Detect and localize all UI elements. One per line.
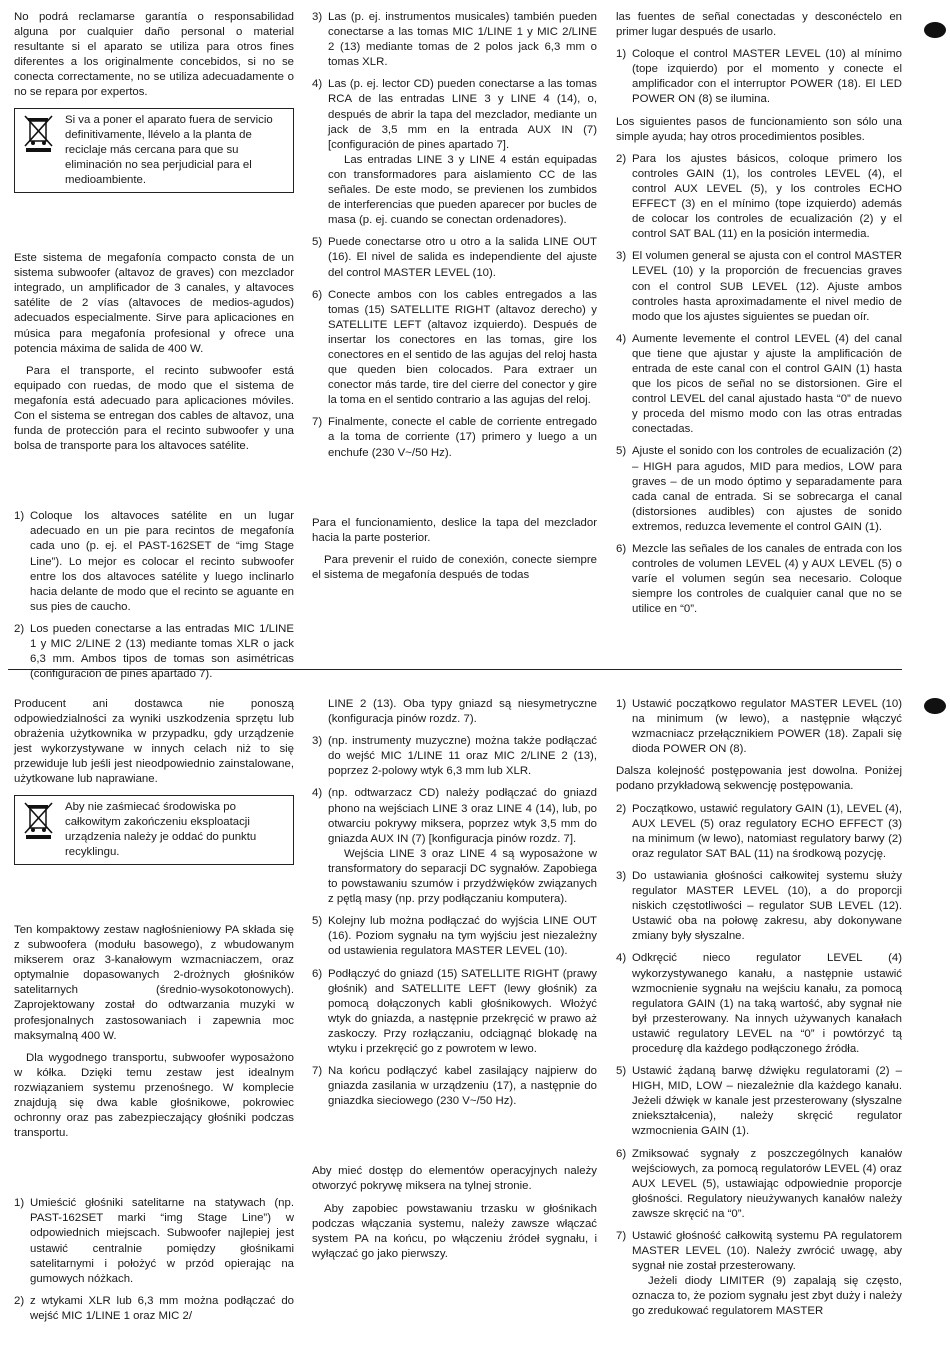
es-operation-text-2: Para prevenir el ruido de conexión, conecte siempre el sistema de megafonía después de todas <box>312 553 597 581</box>
list-item: 2) z wtykami XLR lub 6,3 mm można podłączać do wejść MIC 1/LINE 1 oraz MIC 2/ <box>14 1294 294 1322</box>
pl-recycle-notice <box>14 795 294 865</box>
pl-recycle-text: Aby nie zaśmiecać środowiska po całkowitym zakończeniu eksploatacji urządzenia należy je oddać do punktu recyklingu. <box>65 800 257 858</box>
list-item: 5) Ustawić żądaną barwę dźwięku regulatorami (2) – HIGH, MID, LOW – niezależnie dla każdego kanału. Jeżeli dźwięk w kanale jest przesterowany (słyszalne zniekształcenia), należy skręcić regulator wzmocnienia GAIN (1). <box>616 1065 902 1138</box>
pl-operation-list-a <box>616 697 902 757</box>
list-item: 7) Na końcu podłączyć kabel zasilający najpierw do gniazda zasilania w urządzeniu (17), a następnie do gniazdka sieciowego (230 V~/50 Hz). <box>312 1065 597 1108</box>
list-item: 5) Puede conectarse otro u otro a la salida LINE OUT (16). El nivel de salida es independiente del ajuste del control MASTER LEVEL (10). <box>312 236 597 279</box>
es-continued-text: las fuentes de señal conectadas y desconéctelo en primer lugar después de usarlo. <box>616 11 902 39</box>
crossed-bin-icon <box>21 800 57 840</box>
es-intro-paragraph-1: Este sistema de megafonía compacto consta de un sistema subwoofer (altavoz de graves) con mezclador integrado, un amplificador de 3 canales, y altavoces satélite de 2 vías (altavoces de medios-agudos) adecuados especialmente. Sirve para aplicaciones en música para megafonía profesional y ofrece una potencia máxima de salida de 400 W. <box>14 252 294 355</box>
es-setup-list <box>14 509 294 682</box>
es-operation-text-1: Para el funcionamiento, deslice la tapa del mezclador hacia la parte posterior. <box>312 516 597 544</box>
list-item: 2) Los pueden conectarse a las entradas MIC 1/LINE 1 y MIC 2/LINE 2 (13) mediante tomas XLR o jack 6,3 mm. Ambos tipos de tomas son asimétricas (configuración de pines apartado 7). <box>14 622 294 681</box>
pl-warranty-text: Producent ani dostawca nie ponoszą odpowiedzialności za wyniki uszkodzenia sprzętu lub obrażenia użytkownika w przypadku, gdy urządzenie jest wykorzystywane w innych celach niż to się przewiduje lub jeśli jest nieodpowiednio zainstalowane, użytkowane lub naprawiane. <box>14 698 294 786</box>
pl-steps-note: Dalsza kolejność postępowania jest dowolna. Poniżej podano przykładową sekwencję postępowania. <box>616 765 902 793</box>
es-column-3 <box>616 10 902 624</box>
list-item: 3) Do ustawiania głośności całkowitej systemu służy regulator MASTER LEVEL (10), a do proporcji niskich częstotliwości – regulator SUB LEVEL (12). Ustawić oba na połowę zakresu, aby dokonywane zmiany były słyszalne. <box>616 869 902 943</box>
es-recycle-text: Si va a poner el aparato fuera de servicio definitivamente, llévelo a la planta de reciclaje más cercana para que su eliminación no sea perjudicial para el medioambiente. <box>65 113 273 186</box>
list-item: 3) (np. instrumenty muzyczne) można także podłączać do wejść MIC 1/LINE 11 oraz MIC 2/LINE 2 (13), poprzez 2-polowy wtyk 6,3 mm lub XLR. <box>312 735 597 778</box>
list-item: 4) Aumente levemente el control LEVEL (4) del canal que tiene que ajustar y ajuste la amplificación de entrada de este canal con el control GAIN (1) hasta que los picos de señal no se distorsionen. Gire el control LEVEL del canal ajustado hasta “0” de nuevo y proceda del mismo modo con las otras entradas conectadas. <box>616 332 902 436</box>
pl-intro-paragraph-2: Dla wygodnego transportu, subwoofer wyposażono w kółka. Dzięki temu zestaw jest idealnym rozwiązaniem systemu przenośnego. W komplecie znajdują się dwa kable głośnikowe, pokrowiec ochronny oraz pas zabezpieczający głośniki podczas transportu. <box>14 1051 294 1140</box>
es-operation-list-a <box>616 47 902 107</box>
list-item: 6) Zmiksować sygnały z poszczególnych kanałów wejściowych, za pomocą regulatorów LEVEL (4) oraz AUX LEVEL (5), ustawiając odpowiednie proporcje głośności. Regulatory nieużywanych kanałów należy zawsze skręcić na “0”. <box>616 1147 902 1220</box>
pl-intro-paragraph-1: Ten kompaktowy zestaw nagłośnieniowy PA składa się z subwoofera (modułu basowego), z wbudowanym mikserem oraz 3-kanałowym wzmacniaczem, oraz optymalnie dopasowanych 2-drożnych głośników satelitarnych (średnio-wysokotonowych). Zaprojektowany został do odtwarzania muzyki w profesjonalnych zastosowaniach i zapewnia moc maksymalną 400 W. <box>14 923 294 1042</box>
list-item: 1) Coloque los altavoces satélite en un lugar adecuado en un pie para recintos de megafonía cada uno (p. ej. el PAST-162SET de “img Stage Line”). Lo mejor es colocar el recinto subwoofer entre los dos altavoces satélite y luego inclinarlo hacia delante de modo que el recinto se aguante en sus pies de caucho. <box>14 510 294 613</box>
pl-connection-list <box>312 734 597 1109</box>
list-item: 4) Odkręcić nieco regulator LEVEL (4) wykorzystywanego kanału, a następnie ustawić wzmocnienie sygnału na wejściu kanału, za pomocą regulatora GAIN (1) na taką wartość, aby sygnał nie był przesterowany. Na innych używanych kanałach ustawić regulatory LEVEL na “0” i powtórzyć tą procedurę dla każdego podłączonego źródła. <box>616 952 902 1055</box>
es-steps-note: Los siguientes pasos de funcionamiento son sólo una simple ayuda; hay otros procedimientos posibles. <box>616 115 902 143</box>
pl-setup-list <box>14 1196 294 1324</box>
crossed-bin-icon <box>21 113 57 153</box>
list-item: 7) Finalmente, conecte el cable de corriente entregado a la toma de corriente (17) primero y luego a un enchufe (230 V~/50 Hz). <box>312 416 597 459</box>
es-intro-paragraph-2: Para el transporte, el recinto subwoofer está equipado con ruedas, de modo que el sistema de megafonía está adecuado para aplicaciones móviles. Con el sistema se entregan dos cables de altavoz, una funda de protección para el recinto subwoofer y una bolsa de transporte para los altavoces satélite. <box>14 364 294 453</box>
list-item: 1) Ustawić początkowo regulator MASTER LEVEL (10) na minimum (w lewo), a następnie włączyć wzmacniacz przełącznikiem POWER (18). Zapali się dioda POWER ON (8). <box>616 698 902 756</box>
list-item: 6) Conecte ambos con los cables entregados a las tomas (15) SATELLITE RIGHT (altavoz derecho) y SATELLITE LEFT (altavoz izquierdo). Después de insertar los conectores en las tomas, gire los conectores en el sentido de las agujas del reloj hasta que queden bien colocados. Para extraer un conector más tarde, tire del cierre del conector y gire la toma en el sentido contrario a las agujas del reloj. <box>312 288 597 407</box>
pl-continued-item-2: LINE 2 (13). Oba typy gniazd są niesymetryczne (konfiguracja pinów rozdz. 7). <box>328 698 597 726</box>
list-item: 2) Początkowo, ustawić regulatory GAIN (1), LEVEL (4), AUX LEVEL (5) oraz regulatory ECHO EFFECT (3) na minimum (w lewo), natomiast regulatory barwy (2) oraz regulator SAT BAL (11) na środkową pozycję. <box>616 802 902 860</box>
list-item: 6) Mezcle las señales de los canales de entrada con los controles de volumen LEVEL (4) y AUX LEVEL (5) o varíe el volumen según sea necesario. Coloque siempre los controles de cualquier canal que no se utilice en “0”. <box>616 543 902 616</box>
list-item: 2) Para los ajustes básicos, coloque primero los controles GAIN (1), los controles LEVEL (4), el control AUX LEVEL (5), y los controles ECHO EFFECT (3) en el mínimo (tope izquierdo) además de colocar los controles de ecualización (2) y el control SAT BAL (11) en la posición intermedia. <box>616 152 902 241</box>
list-item: 5) Ajuste el sonido con los controles de ecualización (2) – HIGH para agudos, MID para medios, LOW para graves – de un modo óptimo y separadamente para cada canal de entrada. Si se sobrecarga el canal (distorsiones audibles) con ajustes de sonido extremos, reduzca levemente el control GAIN (1). <box>616 445 902 533</box>
es-operation-list-b <box>616 152 902 618</box>
es-column-1 <box>14 10 294 689</box>
list-item: 7) Ustawić głośność całkowitą systemu PA regulatorem MASTER LEVEL (10). Należy zwrócić uwagę, aby sygnał nie został przesterowany. Jeżeli diody LIMITER (9) zapalają się często, oznacza to, że poziom sygnału jest zbyt duży i należy go zredukować regulatorem MASTER <box>616 1230 902 1318</box>
section-divider <box>8 669 902 670</box>
pl-operation-text-2: Aby zapobiec powstawaniu trzasku w głośnikach podczas włączania systemu, należy zawsze włączać system PA na końcu, po włączeniu źródeł sygnału, i wyłączać go jako pierwszy. <box>312 1202 597 1260</box>
pl-operation-text-1: Aby mieć dostęp do elementów operacyjnych należy otworzyć pokrywę miksera na tylnej stronie. <box>312 1165 597 1193</box>
es-recycle-notice <box>14 108 294 193</box>
pl-language-tab-marker <box>924 698 946 714</box>
list-item: 1) Coloque el control MASTER LEVEL (10) al mínimo (tope izquierdo) por el momento y conecte el amplificador con el interruptor POWER (18). El LED POWER ON (8) se ilumina. <box>616 48 902 106</box>
es-language-tab-marker <box>924 22 946 38</box>
pl-column-3 <box>616 697 902 1327</box>
list-item: 3) El volumen general se ajusta con el control MASTER LEVEL (10) y la proporción de frecuencias graves con el control SUB LEVEL (12). Ajuste ambos controles hasta aproximadamente el nivel medio de modo que los ajustes siguientes se puedan oír. <box>616 250 902 323</box>
list-item: 4) (np. odtwarzacz CD) należy podłączać do gniazd phono na wejściach LINE 3 oraz LINE 4 (14), lub, po otwarciu pokrywy miksera, poprzez wtyk 3,5 mm do gniazda AUX IN (7) [konfiguracja pinów rozdz. 7]. Wejścia LINE 3 oraz LINE 4 są wyposażone w transformatory do separacji DC sygnałów. Zapobiega to powstawaniu szumów i przydźwięków związanych z pętlą masy (np. przy podłączaniu komputera). <box>312 787 597 906</box>
pl-column-2 <box>312 697 597 1269</box>
pl-column-1 <box>14 697 294 1331</box>
pl-operation-list-b <box>616 802 902 1320</box>
list-item: 5) Kolejny lub można podłączać do wyjścia LINE OUT (16). Poziom sygnału na tym wyjściu jest niezależny od ustawienia regulatora MASTER LEVEL (10). <box>312 915 597 958</box>
list-item: 6) Podłączyć do gniazd (15) SATELLITE RIGHT (prawy głośnik) and SATELLITE LEFT (lewy głośnik) za pomocą dołączonych kabli głośnikowych. Włożyć wtyk do gniazda, a następnie przekręcić w prawo aż zaskoczy. Przy rozłączaniu, odciągnąć blokadę na wtyku i przekręcić go z powrotem w lewo. <box>312 967 597 1055</box>
list-item: 4) Las (p. ej. lector CD) pueden conectarse a las tomas RCA de las entradas LINE 3 y LINE 4 (14), o, después de abrir la tapa del mezclador, mediante un jack de 3,5 mm en la entrada AUX IN (7) [configuración de pines apartado 7]. Las entradas LINE 3 y LINE 4 están equipadas con transformadores para aislamiento CC de las señales. De este modo, se previenen los zumbidos de interferencias que pueden aparecer por bucles de masa (p. ej. cuando se conectan ordenadores). <box>312 78 597 227</box>
list-item: 1) Umieścić głośniki satelitarne na statywach (np. PAST-162SET marki “img Stage Line”) w odpowiednich miejscach. Subwoofer najlepiej jest ustawić centralnie pomiędzy głośnikami satelitarnymi i położyć w przód opierając na gumowych nóżkach. <box>14 1197 294 1285</box>
es-connection-list <box>312 10 597 461</box>
es-column-2 <box>312 10 597 590</box>
es-warranty-text: No podrá reclamarse garantía o responsabilidad alguna por cualquier daño personal o material resultante si el aparato se utiliza para otros fines diferentes a los originalmente concebidos, si no se conecta correctamente, no se utiliza adecuadamente o no se repara por expertos. <box>14 11 294 99</box>
list-item: 3) Las (p. ej. instrumentos musicales) también pueden conectarse a las tomas MIC 1/LINE 1 y MIC 2/LINE 2 (13) mediante tomas de 2 polos jack 6,3 mm o tomas XLR. <box>312 11 597 69</box>
